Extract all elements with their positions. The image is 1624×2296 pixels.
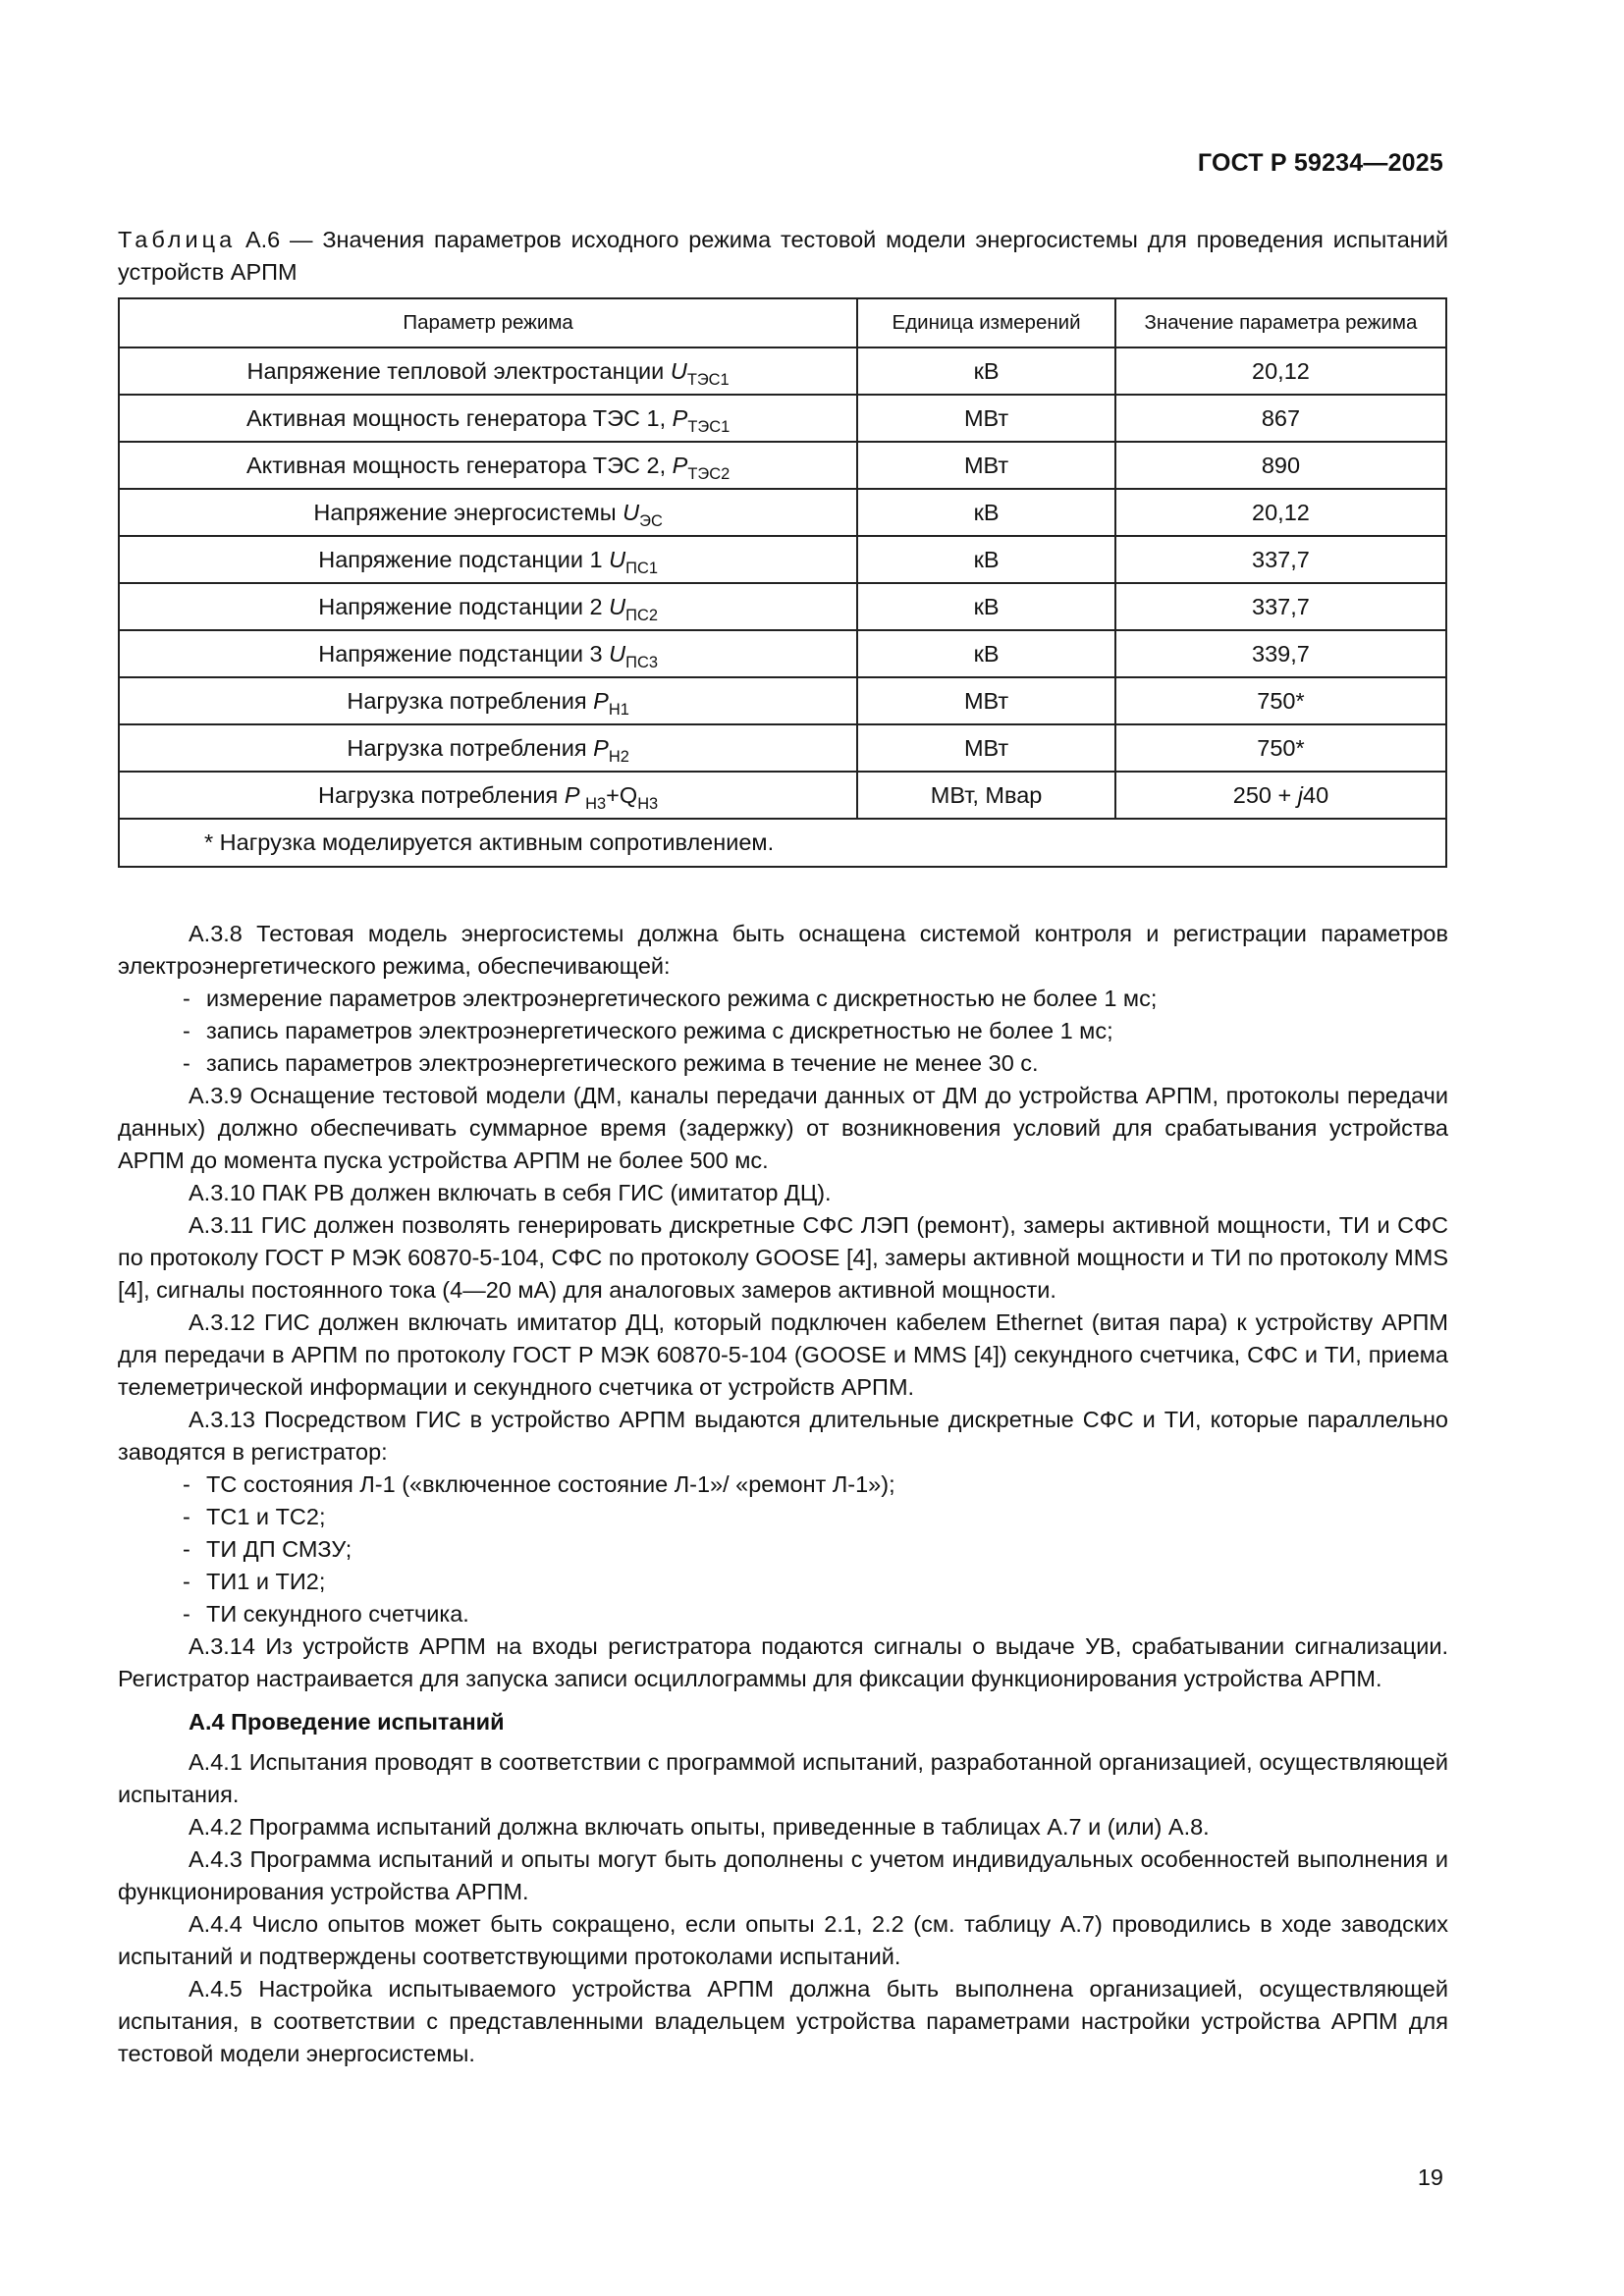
list-item: - ТИ ДП СМЗУ; — [183, 1536, 352, 1562]
table-row — [119, 489, 1446, 536]
list-item: - ТС состояния Л-1 («включенное состояние Л-1»/ «ремонт Л-1»); — [183, 1471, 895, 1497]
param-cell: Напряжение подстанции 1 $U_{ПС1}$ — [119, 536, 857, 583]
paragraph-a311: А.3.11 ГИС должен позволять генерировать дискретные СФС ЛЭП (ремонт), замеры активной мощности, ТИ и СФС по протоколу ГОСТ Р МЭК 60870-5-104, СФС по протоколу GOOSE [4], замеры активной мощности и ТИ по протоколу MMS [4], сигналы постоянного тока (4—20 мА) для аналоговых замеров активной мощности. — [118, 1212, 1448, 1303]
table-footnote-row — [119, 819, 1446, 867]
table-caption-text: А.6 — Значения параметров исходного режима тестовой модели энергосистемы для проведения испытаний устройств АРПМ — [118, 227, 1449, 285]
table-row — [119, 536, 1446, 583]
unit-cell: МВт — [857, 724, 1115, 772]
table-row — [119, 772, 1446, 819]
table-row — [119, 347, 1446, 395]
table-row — [119, 442, 1446, 489]
param-cell: Напряжение подстанции 2 $U_{ПС2}$ — [119, 583, 857, 630]
paragraph-a41: А.4.1 Испытания проводят в соответствии с программой испытаний, разработанной организацией, осуществляющей испытания. — [118, 1749, 1448, 1807]
table-row — [119, 583, 1446, 630]
unit-cell: МВт — [857, 395, 1115, 442]
column-header-parameter: Параметр режима — [119, 298, 857, 347]
unit-cell: кВ — [857, 583, 1115, 630]
unit-cell: кВ — [857, 536, 1115, 583]
unit-cell: кВ — [857, 489, 1115, 536]
table-row — [119, 630, 1446, 677]
table-row — [119, 724, 1446, 772]
paragraph-a314: А.3.14 Из устройств АРПМ на входы регистратора подаются сигналы о выдаче УВ, срабатывании сигнализации. Регистратор настраивается для запуска записи осциллограммы для фиксации функционирования устройства АРПМ. — [118, 1633, 1448, 1691]
list-item: - ТИ секундного счетчика. — [183, 1601, 469, 1627]
section-heading-a4: А.4 Проведение испытаний — [189, 1709, 505, 1735]
table-row — [119, 677, 1446, 724]
value-cell: 20,12 — [1115, 489, 1446, 536]
list-item: - запись параметров электроэнергетического режима в течение не менее 30 с. — [183, 1050, 1039, 1076]
value-cell: 750* — [1115, 724, 1446, 772]
param-cell: Напряжение подстанции 3 $U_{ПС3}$ — [119, 630, 857, 677]
list-item: - измерение параметров электроэнергетического режима с дискретностью не более 1 мс; — [183, 986, 1158, 1011]
unit-cell: кВ — [857, 630, 1115, 677]
paragraph-a43: А.4.3 Программа испытаний и опыты могут быть дополнены с учетом индивидуальных особенностей выполнения и функционирования устройства АРПМ. — [118, 1846, 1448, 1904]
body-text — [118, 918, 1448, 2070]
paragraph-a44: А.4.4 Число опытов может быть сокращено, если опыты 2.1, 2.2 (см. таблицу А.7) проводились в ходе заводских испытаний и подтверждены соответствующими протоколами испытаний. — [118, 1911, 1448, 1969]
paragraph-a313: А.3.13 Посредством ГИС в устройство АРПМ выдаются длительные дискретные СФС и ТИ, которые параллельно заводятся в регистратор: — [118, 1407, 1448, 1465]
value-cell: 20,12 — [1115, 347, 1446, 395]
list-item: - ТИ1 и ТИ2; — [183, 1569, 326, 1594]
value-cell: 337,7 — [1115, 583, 1446, 630]
document-code: ГОСТ Р 59234—2025 — [1197, 149, 1443, 177]
value-cell: 339,7 — [1115, 630, 1446, 677]
param-cell: Активная мощность генератора ТЭС 2, $P_{ТЭС2}$ — [119, 442, 857, 489]
value-cell: 890 — [1115, 442, 1446, 489]
table-footnote: * Нагрузка моделируется активным сопротивлением. — [119, 819, 1446, 867]
param-cell: Нагрузка потребления $P_{Н1}$ — [119, 677, 857, 724]
param-cell: Напряжение энергосистемы $U_{ЭС}$ — [119, 489, 857, 536]
param-cell: Напряжение тепловой электростанции $U_{ТЭС1}$ — [119, 347, 857, 395]
column-header-unit: Единица измерений — [857, 298, 1115, 347]
value-cell: 750* — [1115, 677, 1446, 724]
value-cell: 337,7 — [1115, 536, 1446, 583]
table-caption — [118, 224, 1448, 289]
unit-cell: МВт, Мвар — [857, 772, 1115, 819]
unit-cell: кВ — [857, 347, 1115, 395]
paragraph-a45: А.4.5 Настройка испытываемого устройства АРПМ должна быть выполнена организацией, осуществляющей испытания, в соответствии с представленными владельцем устройства параметрами настройки устройства АРПМ для тестовой модели энергосистемы. — [118, 1976, 1448, 2066]
unit-cell: МВт — [857, 677, 1115, 724]
value-cell: 867 — [1115, 395, 1446, 442]
param-cell: Нагрузка потребления P $_{Н3}+Q_{Н3}$ — [119, 772, 857, 819]
table-header-row — [119, 298, 1446, 347]
column-header-value: Значение параметра режима — [1115, 298, 1446, 347]
param-cell: Активная мощность генератора ТЭС 1, $P_{ТЭС1}$ — [119, 395, 857, 442]
list-item: - запись параметров электроэнергетического режима с дискретностью не более 1 мс; — [183, 1018, 1113, 1043]
table-row — [119, 395, 1446, 442]
value-cell: 250 + j40 — [1115, 772, 1446, 819]
parameters-table — [118, 297, 1447, 868]
paragraph-a39: А.3.9 Оснащение тестовой модели (ДМ, каналы передачи данных от ДМ до устройства АРПМ, протоколы передачи данных) должно обеспечивать суммарное время (задержку) от возникновения условий для срабатывания устройства АРПМ до момента пуска устройства АРПМ не более 500 мс. — [118, 1083, 1448, 1173]
page-number: 19 — [1417, 2164, 1443, 2190]
param-cell: Нагрузка потребления $P_{Н2}$ — [119, 724, 857, 772]
table-caption-label: Таблица — [118, 227, 237, 252]
list-item: - ТС1 и ТС2; — [183, 1504, 326, 1529]
unit-cell: МВт — [857, 442, 1115, 489]
paragraph-a312: А.3.12 ГИС должен включать имитатор ДЦ, который подключен кабелем Ethernet (витая пара) к устройству АРПМ для передачи в АРПМ по протоколу ГОСТ Р МЭК 60870-5-104 (GOOSE и MMS [4]) секундного счетчика, СФС и ТИ, приема телеметрической информации и секундного счетчика от устройств АРПМ. — [118, 1309, 1448, 1400]
paragraph-a310: А.3.10 ПАК РВ должен включать в себя ГИС (имитатор ДЦ). — [189, 1180, 832, 1205]
paragraph-a38: А.3.8 Тестовая модель энергосистемы должна быть оснащена системой контроля и регистрации параметров электроэнергетического режима, обеспечивающей: — [118, 921, 1448, 979]
paragraph-a42: А.4.2 Программа испытаний должна включать опыты, приведенные в таблицах А.7 и (или) А.8. — [189, 1814, 1210, 1840]
